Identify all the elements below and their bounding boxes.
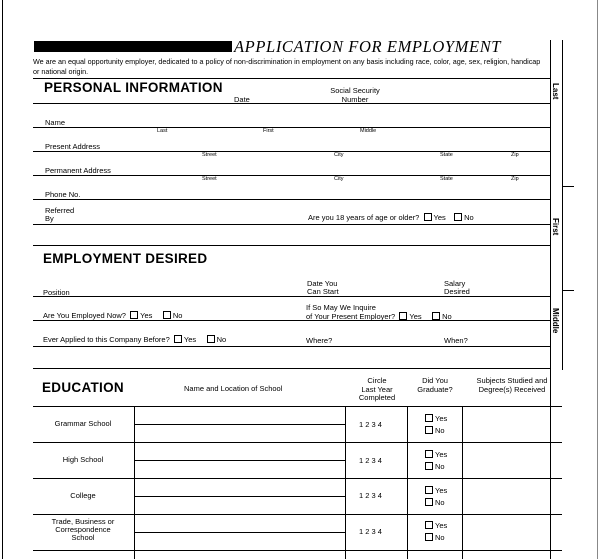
- present-sub-street: Street: [202, 152, 217, 158]
- permanent-address-label: Permanent Address: [45, 166, 111, 175]
- present-sub-city: City: [334, 152, 344, 158]
- graduate-no: [425, 533, 445, 542]
- school-type-line1: Trade, Business or: [51, 517, 115, 526]
- date-label: Date: [234, 95, 250, 104]
- graduate-yes-checkbox[interactable]: [425, 521, 433, 529]
- graduate-no-label: No: [435, 426, 445, 435]
- salary-label: [444, 280, 470, 296]
- title-bar: [34, 41, 232, 52]
- graduate-no-label: No: [435, 498, 445, 507]
- circle-col-header: [346, 377, 408, 403]
- school-subline: [134, 460, 345, 461]
- section-rule: [33, 78, 550, 79]
- graduate-line2: Graduate?: [417, 384, 453, 394]
- left-border: [2, 0, 3, 559]
- employed-yes-label: Yes: [140, 311, 153, 320]
- permanent-address-line: [33, 175, 550, 176]
- graduate-col-header: [408, 377, 462, 394]
- page-title: APPLICATION FOR EMPLOYMENT: [234, 37, 502, 56]
- inquire-no-checkbox[interactable]: [432, 312, 440, 320]
- phone-line: [33, 199, 550, 200]
- table-row-rule: [33, 442, 562, 443]
- graduate-yes-checkbox[interactable]: [425, 414, 433, 422]
- referred-line: [33, 224, 550, 225]
- applied-line: [33, 346, 550, 347]
- section-rule: [33, 368, 550, 369]
- year-options: 1 2 3 4: [359, 456, 382, 465]
- school-type-line3: School: [71, 533, 95, 542]
- side-label-first: First: [551, 218, 560, 236]
- inquire-no-label: No: [442, 312, 452, 321]
- graduate-yes: [425, 414, 447, 423]
- age-question: [308, 213, 474, 222]
- age-yes-checkbox[interactable]: [424, 213, 432, 221]
- table-row-rule: [33, 514, 562, 515]
- applied-before-text: Ever Applied to this Company Before?: [43, 335, 170, 344]
- school-type-line2: Correspondence: [55, 525, 111, 534]
- age-yes-label: Yes: [433, 213, 446, 222]
- graduate-yes: [425, 521, 447, 530]
- ssn-label-line1: Social Security: [330, 86, 380, 95]
- subjects-col-header: [462, 377, 562, 394]
- sidebar-divider: [562, 40, 563, 370]
- graduate-yes-label: Yes: [435, 521, 448, 530]
- side-label-last: Last: [551, 83, 560, 100]
- name-label: Name: [45, 118, 66, 127]
- inquire-line1: If So May We Inquire: [306, 303, 376, 312]
- school-subline: [134, 532, 345, 533]
- inquire-yes-label: Yes: [409, 312, 422, 321]
- graduate-no: [425, 426, 445, 435]
- name-line: [33, 127, 550, 128]
- age-question-text: Are you 18 years of age or older?: [308, 213, 420, 222]
- subjects-line2: Degree(s) Received: [478, 384, 546, 394]
- age-no-checkbox[interactable]: [454, 213, 462, 221]
- salary-line2: Desired: [444, 287, 470, 296]
- applied-no-label: No: [216, 335, 227, 344]
- graduate-no-label: No: [435, 533, 445, 542]
- school-subline: [134, 496, 345, 497]
- school-type-label: Grammar School: [54, 419, 112, 428]
- employment-heading: EMPLOYMENT DESIRED: [43, 251, 208, 266]
- table-row-rule: [33, 478, 562, 479]
- where-label: Where?: [306, 336, 333, 345]
- inquire-line2: of Your Present Employer?: [306, 312, 396, 321]
- graduate-yes-checkbox[interactable]: [425, 450, 433, 458]
- referred-line2: By: [45, 214, 54, 223]
- side-label-middle: Middle: [551, 308, 560, 334]
- year-options: 1 2 3 4: [359, 527, 382, 536]
- subjects-line1: Subjects Studied and: [476, 376, 548, 385]
- date-start-line2: Can Start: [307, 287, 339, 296]
- graduate-no-checkbox[interactable]: [425, 462, 433, 470]
- salary-line1: Salary: [444, 279, 466, 288]
- table-top-rule: [33, 406, 562, 407]
- table-col-rule: [345, 406, 346, 559]
- applied-yes-checkbox[interactable]: [174, 335, 182, 343]
- table-col-rule: [134, 406, 135, 559]
- permanent-sub-zip: Zip: [511, 176, 519, 182]
- year-options: 1 2 3 4: [359, 420, 382, 429]
- present-address-line: [33, 151, 550, 152]
- school-subline: [134, 424, 345, 425]
- table-col-rule: [462, 406, 463, 559]
- school-type-label: [33, 518, 133, 542]
- phone-label: Phone No.: [45, 190, 81, 199]
- circle-line2: Last Year: [361, 384, 393, 394]
- sidebar-tick: [562, 290, 574, 291]
- employed-no-checkbox[interactable]: [163, 311, 171, 319]
- inquire-question: [306, 304, 452, 321]
- graduate-yes-label: Yes: [435, 486, 448, 495]
- circle-line3: Completed: [358, 393, 396, 402]
- right-border: [597, 0, 598, 559]
- graduate-yes-label: Yes: [435, 414, 448, 423]
- when-label: When?: [444, 336, 468, 345]
- graduate-yes-label: Yes: [435, 450, 448, 459]
- present-sub-zip: Zip: [511, 152, 519, 158]
- inquire-yes-checkbox[interactable]: [399, 312, 407, 320]
- form-right-edge: [550, 40, 551, 559]
- age-no-label: No: [464, 213, 474, 222]
- graduate-no: [425, 462, 445, 471]
- applied-yes-label: Yes: [183, 335, 197, 344]
- school-type-label: High School: [62, 455, 104, 464]
- present-address-label: Present Address: [45, 142, 101, 151]
- employed-no-label: No: [172, 311, 183, 320]
- permanent-sub-state: State: [440, 176, 453, 182]
- applied-no-checkbox[interactable]: [207, 335, 215, 343]
- graduate-no: [425, 498, 445, 507]
- table-row-rule: [33, 550, 562, 551]
- name-sub-first: First: [263, 128, 274, 134]
- graduate-no-checkbox[interactable]: [425, 426, 433, 434]
- ssn-label-line2: Number: [341, 95, 369, 104]
- intro-text: We are an equal opportunity employer, dedicated to a policy of non-discrimination in employment on any basis including race, color, age, sex, religion, handicap or national origin.: [33, 57, 541, 76]
- permanent-sub-city: City: [334, 176, 344, 182]
- graduate-no-label: No: [435, 462, 445, 471]
- present-sub-state: State: [440, 152, 453, 158]
- date-start-label: [307, 280, 339, 296]
- date-line: [33, 103, 550, 104]
- name-sub-last: Last: [157, 128, 168, 134]
- year-options: 1 2 3 4: [359, 491, 382, 500]
- name-sub-middle: Middle: [360, 128, 377, 134]
- employed-now-text: Are You Employed Now?: [43, 311, 126, 320]
- position-line: [33, 296, 550, 297]
- graduate-line1: Did You: [422, 376, 448, 385]
- school-type-label: College: [70, 491, 96, 500]
- referred-line1: Referred: [45, 206, 75, 215]
- date-start-line1: Date You: [307, 279, 338, 288]
- sidebar-tick: [562, 186, 574, 187]
- graduate-no-checkbox[interactable]: [425, 498, 433, 506]
- position-label: Position: [43, 288, 70, 297]
- employed-now-question: [43, 311, 182, 320]
- table-col-rule: [407, 406, 408, 559]
- graduate-no-checkbox[interactable]: [425, 533, 433, 541]
- graduate-yes: [425, 450, 447, 459]
- applied-before-question: [43, 335, 226, 344]
- school-col-header: Name and Location of School: [184, 384, 283, 393]
- employed-yes-checkbox[interactable]: [130, 311, 138, 319]
- permanent-sub-street: Street: [202, 176, 217, 182]
- section-rule: [33, 245, 550, 246]
- referred-label: [45, 207, 74, 223]
- personal-heading: PERSONAL INFORMATION: [44, 80, 223, 95]
- graduate-yes: [425, 486, 447, 495]
- employed-line: [33, 320, 550, 321]
- education-heading: EDUCATION: [42, 380, 124, 395]
- ssn-label: [320, 86, 390, 104]
- graduate-yes-checkbox[interactable]: [425, 486, 433, 494]
- circle-line1: Circle: [367, 376, 387, 385]
